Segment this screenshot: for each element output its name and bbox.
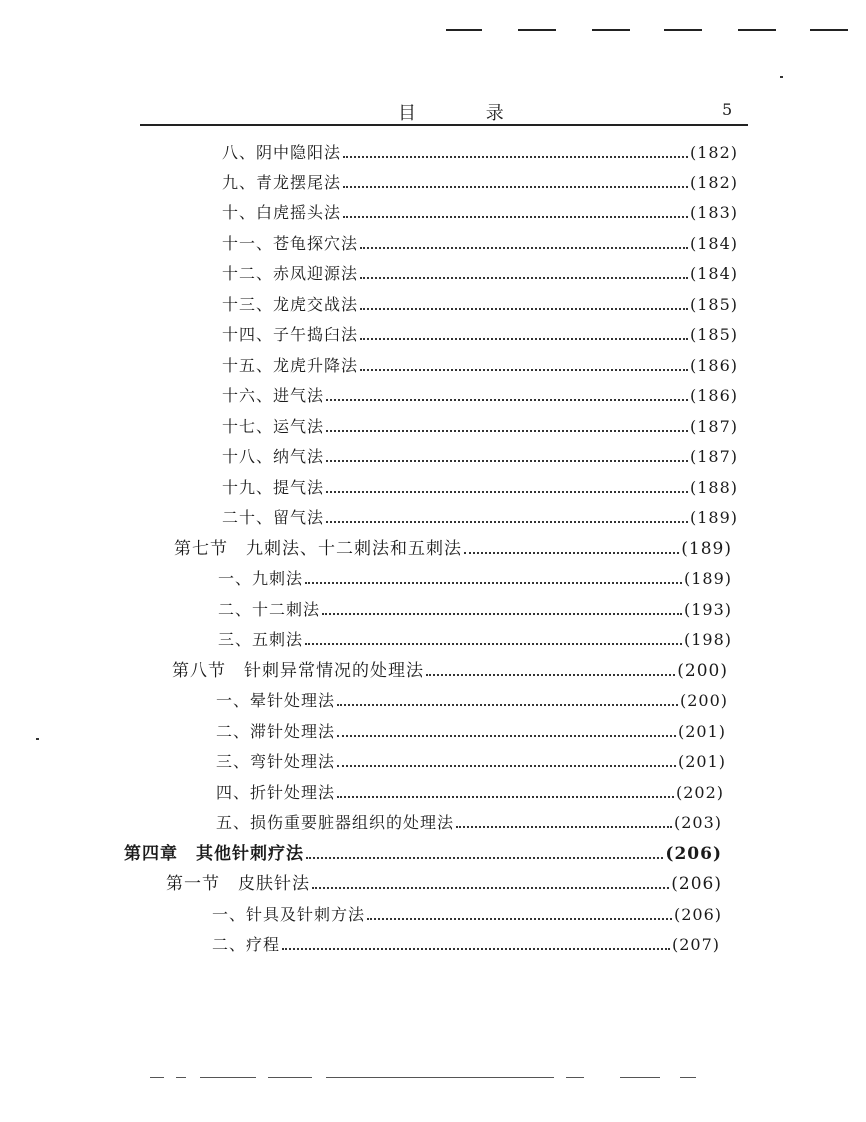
toc-entry (222, 259, 738, 289)
toc-entry-page: (206) (671, 874, 722, 894)
toc-entry-page: (185) (689, 325, 738, 344)
toc-entry-label: 十四、子午捣臼法 (222, 325, 359, 344)
toc-entry-label: 十三、龙虎交战法 (222, 295, 359, 314)
scan-artifact-line (620, 1077, 660, 1078)
toc-section-entry (166, 869, 722, 899)
dot-leader (426, 674, 675, 676)
dot-leader (360, 369, 688, 371)
scan-artifact-dash (518, 29, 556, 31)
toc-entry (222, 351, 738, 381)
toc-entry-page: (185) (689, 295, 738, 314)
toc-entry-page: (186) (689, 356, 738, 375)
dot-leader (337, 735, 676, 737)
toc-entry-label: 一、晕针处理法 (216, 691, 336, 710)
dot-leader (305, 582, 682, 584)
scan-artifact-line (176, 1077, 186, 1078)
dot-leader (306, 857, 663, 859)
toc-entry-page: (187) (689, 417, 738, 436)
dot-leader (360, 308, 688, 310)
toc-entry-page: (201) (677, 752, 726, 771)
toc-entry-page: (206) (673, 905, 722, 924)
toc-entry-label: 二、疗程 (212, 935, 281, 954)
dot-leader (337, 704, 678, 706)
toc-entry-label: 第四章 其他针刺疗法 (124, 844, 304, 864)
toc-entry-label: 十九、提气法 (222, 478, 325, 497)
dot-leader (322, 613, 682, 615)
toc-entry-page: (201) (677, 722, 726, 741)
dot-leader (464, 552, 679, 554)
toc-entry-page: (189) (683, 569, 732, 588)
toc-entry-label: 第八节 针刺异常情况的处理法 (172, 661, 424, 681)
dot-leader (360, 247, 688, 249)
dot-leader (326, 521, 688, 523)
toc-entry-page: (182) (689, 143, 738, 162)
header-rule (140, 124, 748, 126)
toc-entry-page: (187) (689, 447, 738, 466)
toc-entry-label: 十六、进气法 (222, 386, 325, 405)
scan-artifact-speck (780, 76, 783, 78)
toc-entry (222, 320, 738, 350)
toc-entry-page: (189) (681, 539, 732, 559)
toc-entry (218, 595, 732, 625)
scan-artifact-line (326, 1077, 554, 1078)
toc-entry-label: 二、十二刺法 (218, 600, 321, 619)
dot-leader (305, 643, 682, 645)
toc-entry (222, 473, 738, 503)
toc-entry-label: 三、弯针处理法 (216, 752, 336, 771)
dot-leader (326, 491, 688, 493)
toc-entry-label: 二十、留气法 (222, 508, 325, 527)
toc-entry (222, 290, 738, 320)
scan-artifact-dash (810, 29, 848, 31)
dot-leader (456, 826, 672, 828)
page-header-title: 目 录 (398, 103, 536, 124)
toc-entry-label: 九、青龙摆尾法 (222, 173, 342, 192)
toc-entry-page: (207) (671, 935, 720, 954)
toc-entry (216, 808, 722, 838)
toc-entry-page: (198) (683, 630, 732, 649)
toc-entry-page: (200) (677, 661, 728, 681)
toc-entry-label: 十八、纳气法 (222, 447, 325, 466)
toc-entry-label: 第七节 九刺法、十二刺法和五刺法 (174, 539, 462, 559)
toc-entry-page: (202) (675, 783, 724, 802)
dot-leader (367, 918, 672, 920)
dot-leader (343, 216, 688, 218)
toc-entry-label: 八、阴中隐阳法 (222, 143, 342, 162)
toc-entry-label: 第一节 皮肤针法 (166, 874, 310, 894)
toc-entry-label: 五、损伤重要脏器组织的处理法 (216, 813, 455, 832)
toc-entry-label: 十五、龙虎升降法 (222, 356, 359, 375)
dot-leader (360, 277, 688, 279)
dot-leader (326, 399, 688, 401)
toc-section-entry (172, 656, 728, 686)
dot-leader (312, 887, 669, 889)
scan-artifact-dash (664, 29, 702, 31)
toc-entry (218, 625, 732, 655)
toc-entry-label: 三、五刺法 (218, 630, 304, 649)
toc-entry-page: (184) (689, 264, 738, 283)
scan-artifact-line (680, 1077, 696, 1078)
toc-entry (222, 503, 738, 533)
toc-entry-label: 二、滞针处理法 (216, 722, 336, 741)
scan-artifact-line (566, 1077, 584, 1078)
toc-entry (216, 778, 724, 808)
toc-entry (218, 564, 732, 594)
toc-entry-page: (183) (689, 203, 738, 222)
toc-entry (222, 138, 738, 168)
toc-entry (222, 412, 738, 442)
dot-leader (337, 796, 674, 798)
dot-leader (360, 338, 688, 340)
scan-artifact-dash (592, 29, 630, 31)
toc-entry-label: 十二、赤凤迎源法 (222, 264, 359, 283)
toc-entry (216, 686, 728, 716)
page-number: 5 (722, 100, 733, 119)
toc-entry-page: (193) (683, 600, 732, 619)
toc-entry-label: 一、九刺法 (218, 569, 304, 588)
toc-entry-page: (206) (665, 844, 722, 864)
toc-chapter-entry (124, 839, 722, 869)
toc-entry (216, 747, 726, 777)
toc-entry (212, 900, 722, 930)
toc-entry-label: 十一、苍龟探穴法 (222, 234, 359, 253)
toc-entry-page: (188) (689, 478, 738, 497)
scan-artifact-line (150, 1077, 164, 1078)
dot-leader (343, 186, 688, 188)
dot-leader (337, 765, 676, 767)
scan-artifact-dash (446, 29, 482, 31)
toc-entry (216, 717, 726, 747)
toc-entry (222, 381, 738, 411)
dot-leader (326, 460, 688, 462)
toc-section-entry (174, 534, 732, 564)
dot-leader (343, 156, 688, 158)
toc-entry-label: 十七、运气法 (222, 417, 325, 436)
toc-entry (222, 168, 738, 198)
toc-entry (222, 442, 738, 472)
dot-leader (282, 948, 670, 950)
toc-entry-page: (184) (689, 234, 738, 253)
scan-artifact-speck (36, 738, 39, 740)
scan-artifact-dash (738, 29, 776, 31)
toc-entry (212, 930, 720, 960)
toc-entry-label: 四、折针处理法 (216, 783, 336, 802)
toc-entry-page: (182) (689, 173, 738, 192)
scan-artifact-line (268, 1077, 312, 1078)
toc-entry-page: (200) (679, 691, 728, 710)
toc-entry-page: (189) (689, 508, 738, 527)
toc-entry-label: 十、白虎摇头法 (222, 203, 342, 222)
toc-entry (222, 229, 738, 259)
scan-artifact-line (200, 1077, 256, 1078)
toc-entry (222, 198, 738, 228)
toc-entry-label: 一、针具及针刺方法 (212, 905, 366, 924)
toc-entry-page: (203) (673, 813, 722, 832)
dot-leader (326, 430, 688, 432)
toc-entry-page: (186) (689, 386, 738, 405)
